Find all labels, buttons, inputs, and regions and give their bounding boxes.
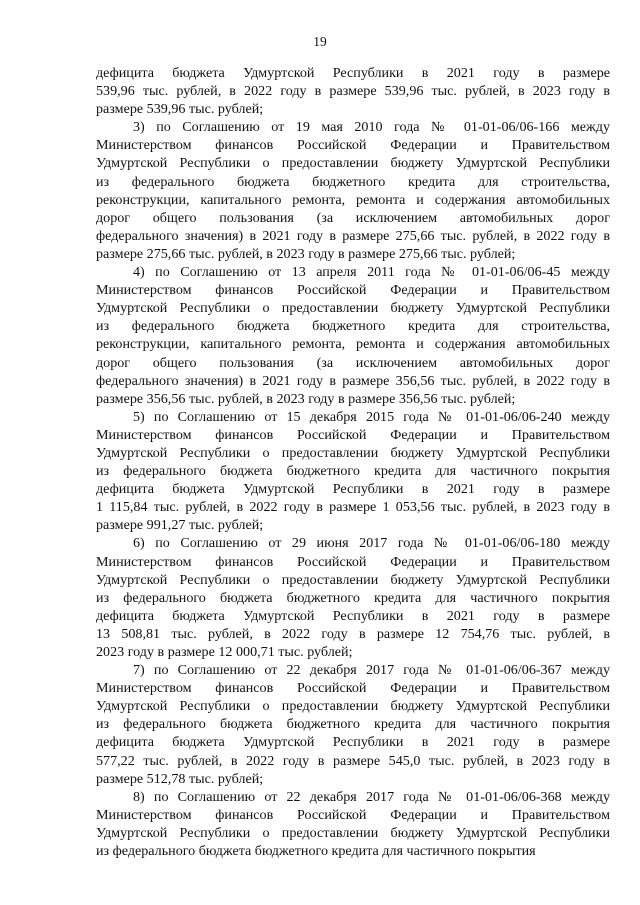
text-line: Удмуртской Республики о предоставлении бюджету Удмуртской Республики bbox=[96, 698, 610, 715]
paragraph bbox=[96, 64, 610, 118]
text-line: Удмуртской Республики о предоставлении бюджету Удмуртской Республики bbox=[96, 571, 610, 588]
text-line: из федерального бюджета бюджетного кредита для строительства, bbox=[96, 318, 610, 335]
text-line: дефицита бюджета Удмуртской Республики в 2021 году в размере bbox=[96, 65, 610, 81]
paragraph bbox=[96, 408, 610, 535]
text-line: размере 539,96 тыс. рублей; bbox=[96, 101, 264, 118]
text-line: Министерством финансов Российской Федерации и Правительством bbox=[96, 137, 610, 154]
text-line: размере 356,56 тыс. рублей, в 2023 году в размере 356,56 тыс. рублей; bbox=[96, 390, 516, 407]
text-line: дефицита бюджета Удмуртской Республики в 2021 году в размере bbox=[96, 734, 610, 751]
paragraph bbox=[96, 661, 610, 788]
text-line: из федерального бюджета бюджетного кредита для частичного покрытия bbox=[96, 843, 536, 860]
text-line: из федерального бюджета бюджетного кредита для строительства, bbox=[96, 173, 610, 190]
text-line: реконструкции, капитального ремонта, ремонта и содержания автомобильных bbox=[96, 336, 610, 353]
text-line: 3) по Соглашению от 19 мая 2010 года № 01-01-06/06-166 между bbox=[133, 119, 610, 136]
text-line: Удмуртской Республики о предоставлении бюджету Удмуртской Республики bbox=[96, 300, 610, 317]
text-line: дефицита бюджета Удмуртской Республики в 2021 году в размере bbox=[96, 481, 610, 498]
text-line: 1 115,84 тыс. рублей, в 2022 году в размере 1 053,56 тыс. рублей, в 2023 году в bbox=[96, 499, 610, 516]
text-line: Удмуртской Республики о предоставлении бюджету Удмуртской Республики bbox=[96, 824, 610, 841]
text-line: размере 512,78 тыс. рублей; bbox=[96, 770, 264, 787]
text-line: размере 275,66 тыс. рублей, в 2023 году в размере 275,66 тыс. рублей; bbox=[96, 245, 516, 262]
text-line: федерального значения) в 2021 году в размере 275,66 тыс. рублей, в 2022 году в bbox=[96, 227, 610, 244]
text-line: 4) по Соглашению от 13 апреля 2011 года № 01-01-06/06-45 между bbox=[133, 264, 610, 281]
text-line: дефицита бюджета Удмуртской Республики в 2021 году в размере bbox=[96, 607, 610, 624]
text-line: дорог общего пользования (за исключением автомобильных дорог bbox=[96, 354, 610, 371]
text-line: 5) по Соглашению от 15 декабря 2015 года № 01-01-06/06-240 между bbox=[133, 408, 610, 425]
text-line: Министерством финансов Российской Федерации и Правительством bbox=[96, 426, 610, 443]
text-line: 539,96 тыс. рублей, в 2022 году в размере 539,96 тыс. рублей, в 2023 году в bbox=[96, 83, 610, 100]
text-line: реконструкции, капитального ремонта, ремонта и содержания автомобильных bbox=[96, 191, 610, 208]
text-line: из федерального бюджета бюджетного кредита для частичного покрытия bbox=[96, 463, 610, 480]
document-body bbox=[96, 64, 610, 860]
text-line: 13 508,81 тыс. рублей, в 2022 году в размере 12 754,76 тыс. рублей, в bbox=[96, 625, 610, 642]
paragraph bbox=[96, 534, 610, 661]
text-line: Министерством финансов Российской Федерации и Правительством bbox=[96, 680, 610, 697]
text-line: 7) по Соглашению от 22 декабря 2017 года № 01-01-06/06-367 между bbox=[133, 662, 610, 679]
text-line: Министерством финансов Российской Федерации и Правительством bbox=[96, 553, 610, 570]
text-line: из федерального бюджета бюджетного кредита для частичного покрытия bbox=[96, 589, 610, 606]
text-line: из федерального бюджета бюджетного кредита для частичного покрытия bbox=[96, 716, 610, 733]
text-line: Удмуртской Республики о предоставлении бюджету Удмуртской Республики bbox=[96, 155, 610, 172]
text-line: Министерством финансов Российской Федерации и Правительством bbox=[96, 806, 610, 823]
text-line: 2023 году в размере 12 000,71 тыс. рублей; bbox=[96, 644, 353, 660]
text-line: 577,22 тыс. рублей, в 2022 году в размере 545,0 тыс. рублей, в 2023 году в bbox=[96, 752, 610, 769]
page-number: 19 bbox=[313, 34, 327, 49]
text-line: 6) по Соглашению от 29 июня 2017 года № 01-01-06/06-180 между bbox=[133, 535, 610, 552]
text-line: размере 991,27 тыс. рублей; bbox=[96, 517, 264, 534]
text-line: дорог общего пользования (за исключением автомобильных дорог bbox=[96, 209, 610, 226]
paragraph bbox=[96, 263, 610, 408]
text-line: федерального значения) в 2021 году в размере 356,56 тыс. рублей, в 2022 году в bbox=[96, 372, 610, 389]
text-line: Министерством финансов Российской Федерации и Правительством bbox=[96, 282, 610, 299]
paragraph bbox=[96, 118, 610, 263]
paragraph bbox=[96, 788, 610, 860]
text-line: Удмуртской Республики о предоставлении бюджету Удмуртской Республики bbox=[96, 444, 610, 461]
text-line: 8) по Соглашению от 22 декабря 2017 года № 01-01-06/06-368 между bbox=[133, 788, 610, 805]
